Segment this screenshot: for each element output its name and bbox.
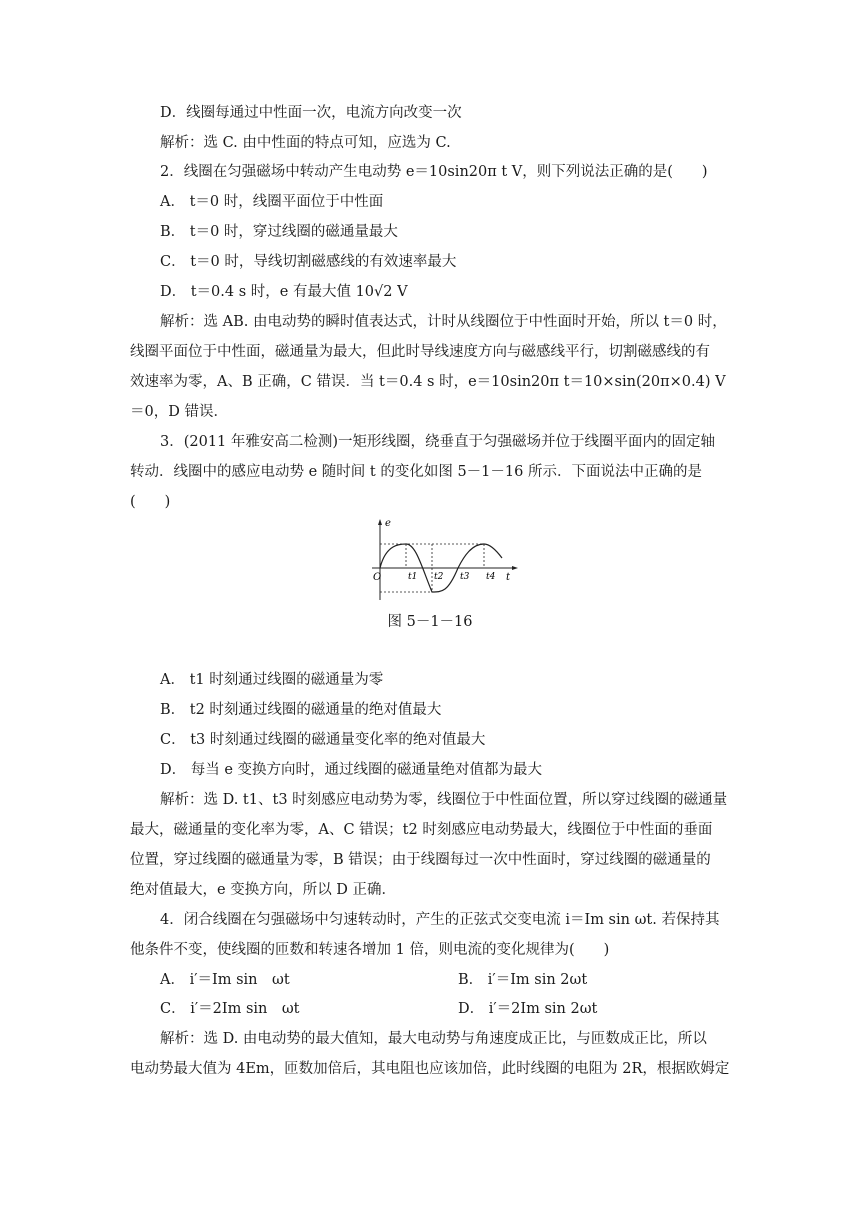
text-line: 3．(2011 年雅安高二检测)一矩形线圈，绕垂直于匀强磁场并位于线圈平面内的固定轴 [160, 434, 716, 450]
option-b: B． i′＝Im sin 2ωt [458, 972, 588, 988]
x-axis-label: t [506, 572, 511, 583]
text-line: 位置，穿过线圈的磁通量为零，B 错误；由于线圈每过一次中性面时，穿过线圈的磁通量的 [130, 852, 711, 868]
tick-label-t1: t1 [408, 572, 418, 582]
text-line: ( ) [130, 494, 171, 510]
option-d: D． i′＝2Im sin 2ωt [458, 1001, 598, 1017]
text-line: C． t3 时刻通过线圈的磁通量变化率的绝对值最大 [160, 732, 486, 748]
y-arrow-icon [378, 519, 382, 525]
text-line: 线圈平面位于中性面，磁通量为最大，但此时导线速度方向与磁感线平行，切割磁感线的有 [130, 344, 710, 360]
option-c: C． i′＝2Im sin ωt [160, 1001, 300, 1017]
text-line: 2．线圈在匀强磁场中转动产生电动势 e＝10sin20π t V，则下列说法正确的是( ) [160, 164, 708, 180]
tick-label-t2: t2 [434, 572, 444, 582]
text-line: D． 每当 e 变换方向时，通过线圈的磁通量绝对值都为最大 [160, 762, 543, 778]
text-line: B． t2 时刻通过线圈的磁通量的绝对值最大 [160, 702, 442, 718]
text-line: 他条件不变，使线圈的匝数和转速各增加 1 倍，则电流的变化规律为( ) [130, 942, 610, 958]
x-arrow-icon [512, 566, 518, 570]
text-line: 最大，磁通量的变化率为零，A、C 错误；t2 时刻感应电动势最大，线圈位于中性面的垂面 [130, 822, 713, 838]
text-line: 4．闭合线圈在匀强磁场中匀速转动时，产生的正弦式交变电流 i＝Im sin ωt. 若保持其 [160, 912, 720, 928]
text-line: D． t＝0.4 s 时，e 有最大值 10√2 V [160, 284, 408, 300]
text-line: A． t1 时刻通过线圈的磁通量为零 [160, 672, 384, 688]
tick-label-t3: t3 [460, 572, 470, 582]
text-line: 效速率为零，A、B 正确，C 错误．当 t＝0.4 s 时，e＝10sin20π t＝10×sin(20π×0.4) V [130, 374, 726, 390]
text-line: 转动．线圈中的感应电动势 e 随时间 t 的变化如图 5－1－16 所示．下面说法中正确的是 [130, 464, 702, 480]
text-line: 解析：选 D. t1、t3 时刻感应电动势为零，线圈位于中性面位置，所以穿过线圈的磁通量 [160, 792, 728, 808]
origin-label: O [373, 572, 382, 583]
figure-caption: 图 5－1－16 [387, 614, 473, 630]
text-line: 电动势最大值为 4Em，匝数加倍后，其电阻也应该加倍，此时线圈的电阻为 2R，根据欧姆定 [130, 1061, 730, 1077]
y-axis-label: e [385, 518, 391, 529]
text-line: ＝0，D 错误． [130, 404, 228, 420]
tick-label-t4: t4 [486, 572, 496, 582]
text-line: 绝对值最大，e 变换方向，所以 D 正确． [130, 882, 397, 898]
text-line: C． t＝0 时，导线切割磁感线的有效速率最大 [160, 254, 457, 270]
text-line: 解析：选 C. 由中性面的特点可知，应选为 C. [160, 135, 451, 151]
text-line: 解析：选 D. 由电动势的最大值知，最大电动势与角速度成正比，与匝数成正比，所以 [160, 1031, 707, 1047]
text-line: B． t＝0 时，穿过线圈的磁通量最大 [160, 224, 398, 240]
text-line: 解析：选 AB. 由电动势的瞬时值表达式，计时从线圈位于中性面时开始，所以 t＝0 时， [160, 314, 727, 330]
text-line: A． t＝0 时，线圈平面位于中性面 [160, 194, 384, 210]
sine-wave-figure [372, 516, 520, 604]
option-a: A． i′＝Im sin ωt [160, 972, 290, 988]
text-line: D．线圈每通过中性面一次，电流方向改变一次 [160, 105, 462, 121]
